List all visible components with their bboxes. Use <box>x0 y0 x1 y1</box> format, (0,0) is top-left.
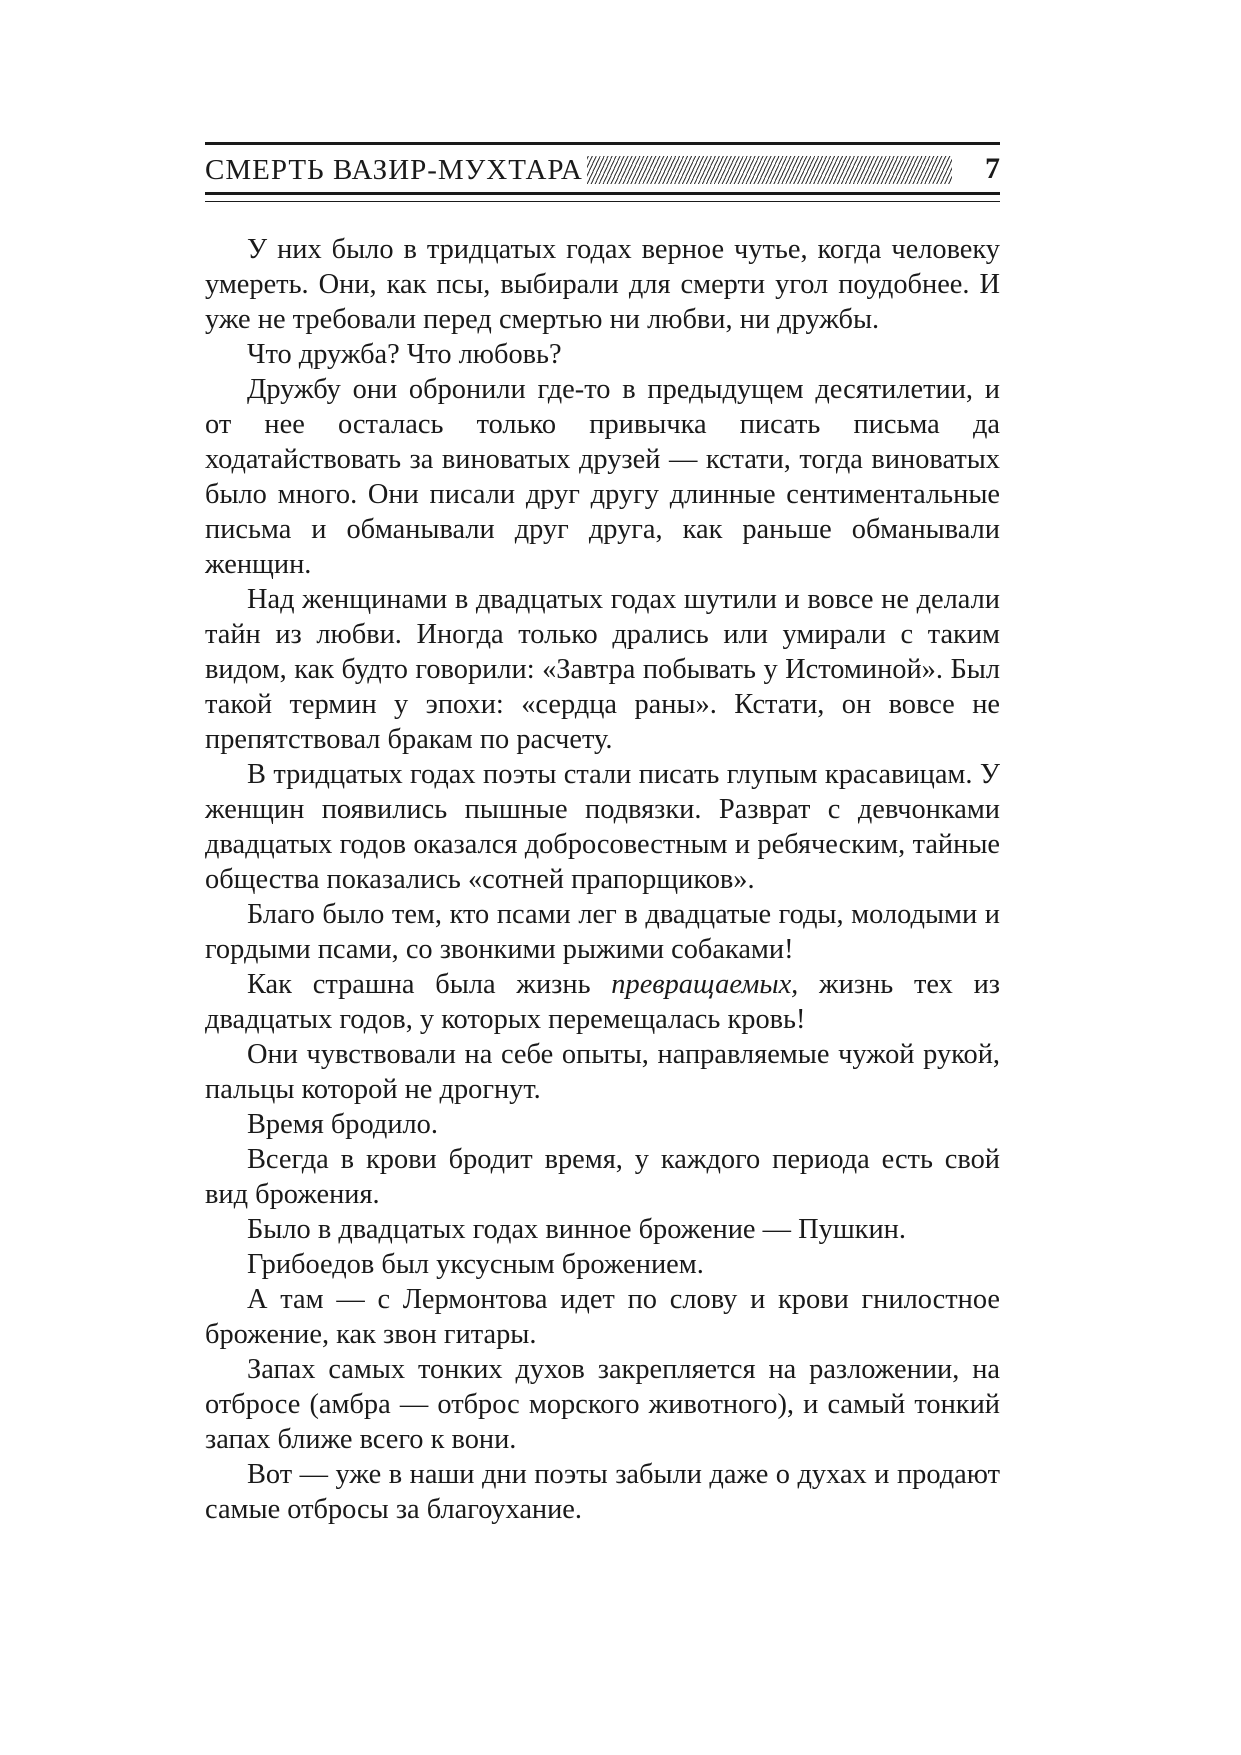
header-hatch-ornament <box>587 156 952 184</box>
paragraph-4: Над женщинами в двадцатых годах шутили и вовсе не делали тайн из любви. Иногда только дрались или умирали с таким видом, как будто говорили: «Завтра побывать у Истоминой». Был такой термин у эпохи: «сердца раны». Кстати, он вовсе не препятствовал бракам по расчету. <box>205 584 1000 755</box>
header-rule-bottom <box>205 192 1000 202</box>
paragraph-2: Что дружба? Что любовь? <box>247 339 562 370</box>
paragraph-7-before: Как страшна была жизнь <box>247 969 612 1000</box>
paragraph-7 <box>205 967 1000 1037</box>
paragraph-10: Всегда в крови бродит время, у каждого периода есть свой вид брожения. <box>205 1144 1000 1210</box>
paragraph-9: Время бродило. <box>247 1109 438 1140</box>
body-text <box>205 232 1000 1527</box>
page-number: 7 <box>985 152 1000 185</box>
header-title: СМЕРТЬ ВАЗИР-МУХТАРА <box>205 154 583 186</box>
paragraph-13: А там — с Лермонтова идет по слову и крови гнилостное брожение, как звон гитары. <box>205 1284 1000 1350</box>
header-rule-top <box>205 142 1000 145</box>
paragraph-6: Благо было тем, кто псами лег в двадцатые годы, молодыми и гордыми псами, со звонкими рыжими собаками! <box>205 899 1000 965</box>
running-header <box>205 142 1000 202</box>
paragraph-11: Было в двадцатых годах винное брожение — Пушкин. <box>247 1214 906 1245</box>
paragraph-15: Вот — уже в наши дни поэты забыли даже о духах и продают самые отбросы за благоухание. <box>205 1459 1000 1525</box>
paragraph-5: В тридцатых годах поэты стали писать глупым красавицам. У женщин появились пышные подвязки. Разврат с девчонками двадцатых годов оказался добросовестным и ребяческим, тайные общества показались «сотней прапорщиков». <box>205 759 1000 895</box>
paragraph-8: Они чувствовали на себе опыты, направляемые чужой рукой, пальцы которой не дрогнут. <box>205 1039 1000 1105</box>
emphasis-prevrashchaemykh: превращаемых, <box>611 969 799 1000</box>
paragraph-1: У них было в тридцатых годах верное чутье, когда человеку умереть. Они, как псы, выбирали для смерти угол поудобнее. И уже не требовали перед смертью ни любви, ни дружбы. <box>205 234 1000 335</box>
paragraph-7-after: жизнь тех из двадцатых годов, у которых перемещалась кровь! <box>205 969 1000 1035</box>
paragraph-3: Дружбу они обронили где-то в предыдущем десятилетии, и от нее осталась только привычка писать письма да ходатайствовать за виноватых друзей — кстати, тогда виноватых было много. Они писали друг другу длинные сентиментальные письма и обманывали друг друга, как раньше обманывали женщин. <box>205 374 1000 580</box>
paragraph-14: Запах самых тонких духов закрепляется на разложении, на отбросе (амбра — отброс морского животного), и самый тонкий запах ближе всего к вони. <box>205 1354 1000 1455</box>
paragraph-12: Грибоедов был уксусным брожением. <box>247 1249 704 1280</box>
